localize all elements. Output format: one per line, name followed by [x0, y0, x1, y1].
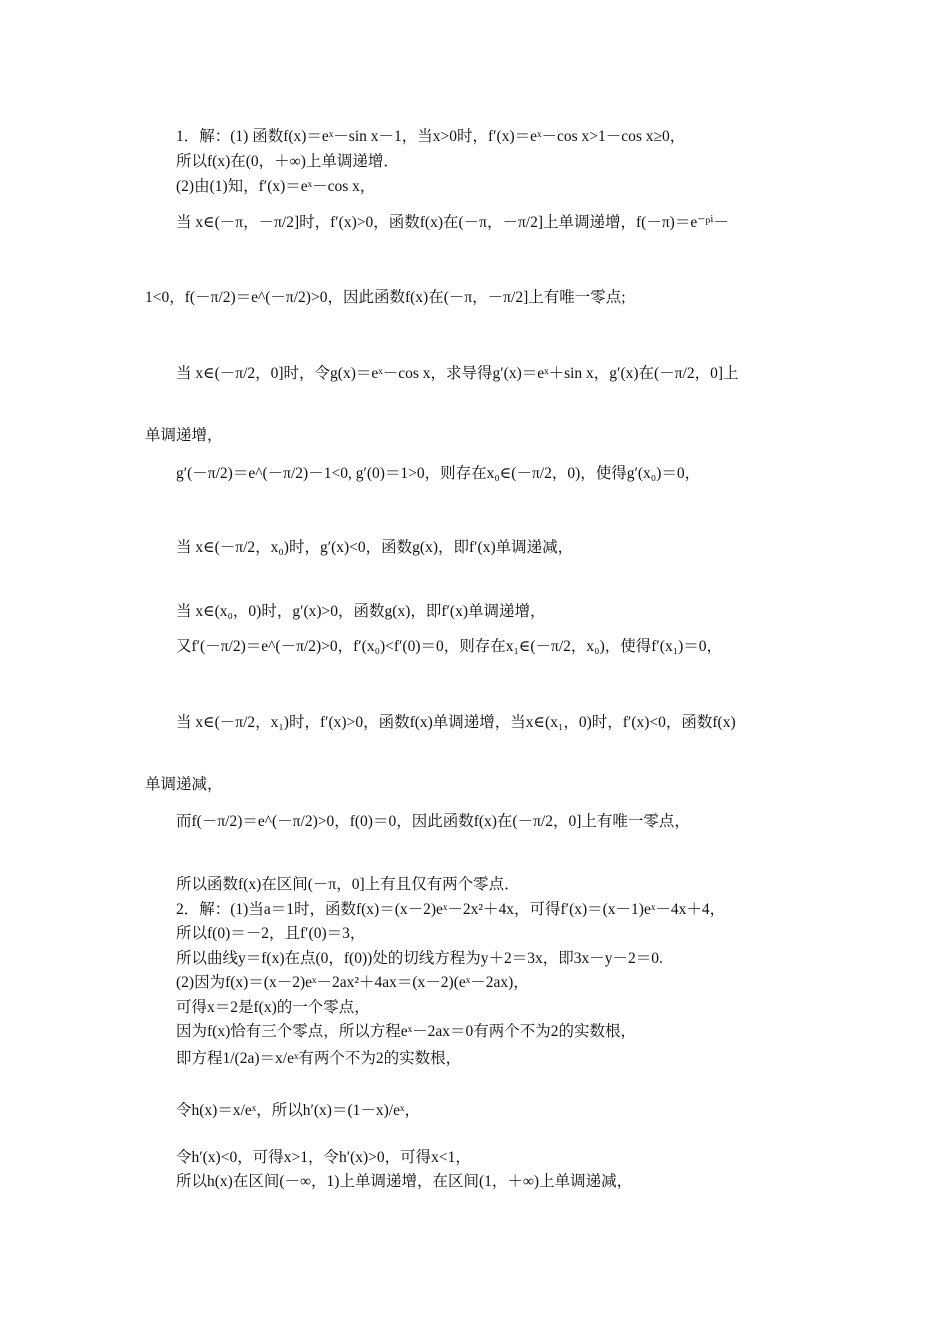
p1-line-7: 单调递增， [145, 427, 223, 444]
p1-line-11: 又f′(－π/2)＝e^(－π/2)>0，f′(x₀)<f′(0)＝0，则存在x₁∈(－π/2，x₀)，使得f′(x₁)＝0， [176, 638, 723, 655]
p1-line-5: 1<0，f(－π/2)＝e^(－π/2)>0，因此函数f(x)在(－π，－π/2]上有唯一零点; [145, 289, 626, 306]
p2-line-9: 令h′(x)<0，可得x>1，令h′(x)>0，可得x<1， [176, 1149, 471, 1166]
p1-line-14: 而f(－π/2)＝e^(－π/2)>0，f(0)＝0，因此函数f(x)在(－π/2，0]上有唯一零点， [176, 813, 690, 830]
p1-line-12: 当 x∈(－π/2，x₁)时，f′(x)>0，函数f(x)单调递增，当x∈(x₁，0)时，f′(x)<0，函数f(x) [176, 714, 736, 731]
p2-line-3: 所以曲线y＝f(x)在点(0，f(0))处的切线方程为y＋2＝3x，即3x－y－2＝0. [176, 950, 663, 967]
p2-line-6: 因为f(x)恰有三个零点，所以方程eˣ－2ax＝0有两个不为2的实数根， [176, 1023, 636, 1040]
p1-line-9: 当 x∈(－π/2，x₀)时，g′(x)<0，函数g(x)，即f′(x)单调递减， [176, 539, 574, 556]
p1-line-6: 当 x∈(－π/2，0]时，令g(x)＝eˣ－cos x，求导得g′(x)＝eˣ＋sin x，g′(x)在(－π/2，0]上 [176, 365, 739, 382]
p2-line-5: 可得x＝2是f(x)的一个零点， [176, 999, 370, 1016]
p1-line-3: (2)由(1)知，f′(x)＝eˣ－cos x， [176, 178, 376, 195]
p1-line-8: g′(－π/2)＝e^(－π/2)－1<0, g′(0)＝1>0，则存在x₀∈(－π/2，0)，使得g′(x₀)＝0， [176, 465, 701, 482]
p1-line-13: 单调递减， [145, 776, 223, 793]
p1-line-1: 1．解：(1) 函数f(x)＝eˣ－sin x－1，当x>0时，f′(x)＝eˣ－cos x>1－cos x≥0， [176, 128, 686, 145]
p2-line-8: 令h(x)＝x/eˣ，所以h′(x)＝(1－x)/eˣ， [176, 1102, 420, 1119]
p2-line-2: 所以f(0)＝－2，且f′(0)＝3， [176, 925, 366, 942]
p2-line-10: 所以h(x)在区间(－∞，1)上单调递增，在区间(1，＋∞)上单调递减， [176, 1173, 633, 1190]
p2-line-1: 2．解：(1)当a＝1时，函数f(x)＝(x－2)eˣ－2x²＋4x，可得f′(x)＝(x－1)eˣ－4x＋4， [176, 901, 726, 918]
p1-line-15: 所以函数f(x)在区间(－π，0]上有且仅有两个零点． [176, 876, 520, 893]
p1-line-10: 当 x∈(x₀，0)时，g′(x)>0，函数g(x)，即f′(x)单调递增， [176, 603, 546, 620]
p1-line-4: 当 x∈(－π，－π/2]时，f′(x)>0，函数f(x)在(－π，－π/2]上单调递增，f(－π)＝e⁻ᵖⁱ－ [176, 214, 729, 231]
p2-line-4: (2)因为f(x)＝(x－2)eˣ－2ax²＋4ax＝(x－2)(eˣ－2ax)， [176, 974, 529, 991]
p1-line-2: 所以f(x)在(0，＋∞)上单调递增． [176, 153, 399, 170]
p2-line-7: 即方程1/(2a)＝x/eˣ有两个不为2的实数根， [176, 1050, 462, 1067]
